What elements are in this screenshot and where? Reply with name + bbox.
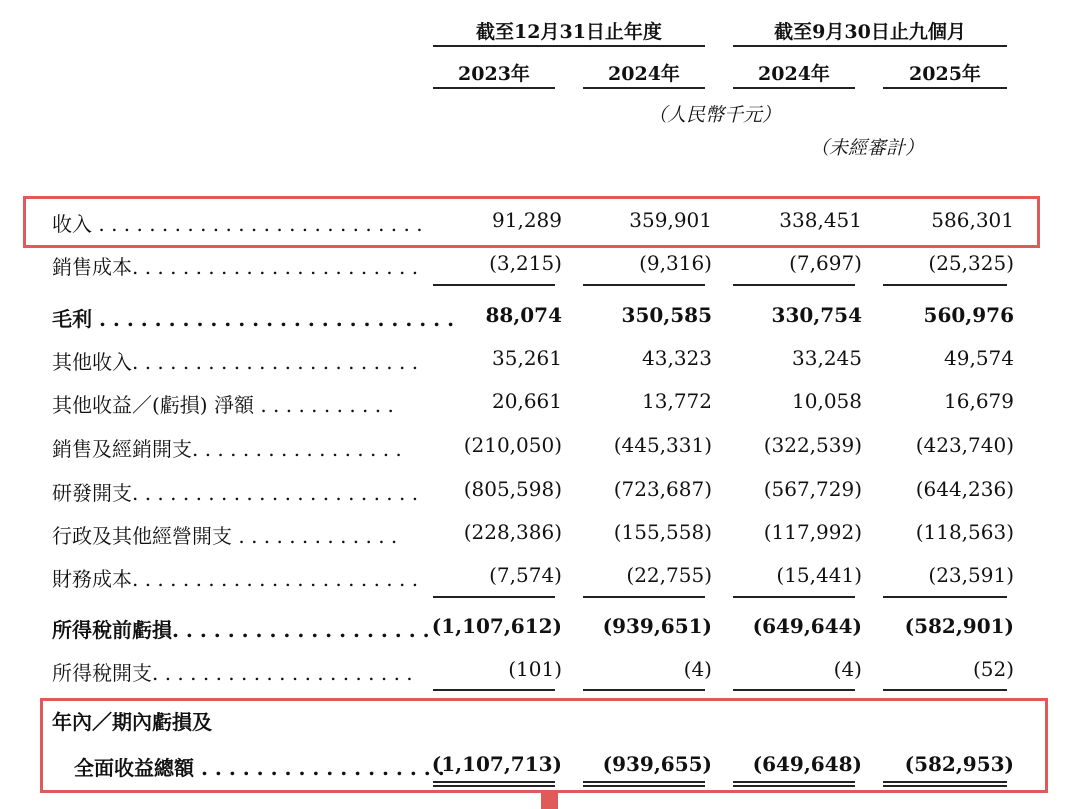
row-value: (423,740)	[915, 433, 1014, 457]
row-value: (23,591)	[928, 563, 1014, 587]
subtotal-underline	[433, 284, 555, 286]
row-value: 49,574	[944, 346, 1014, 370]
row-value: 43,323	[642, 346, 712, 370]
row-value: (644,236)	[915, 477, 1014, 501]
total-value-2023: (1,107,713)	[431, 752, 562, 776]
header-year-2024: 2024年	[608, 63, 680, 85]
row-value: 338,451	[779, 208, 862, 232]
row-value: (117,992)	[763, 520, 862, 544]
row-value: (9,316)	[639, 251, 712, 275]
row-label: 收入 . . . . . . . . . . . . . . . . . . . . . . . . . .	[52, 212, 423, 236]
header-year-2024-9m: 2024年	[758, 63, 830, 85]
row-value: (15,441)	[776, 563, 862, 587]
subtotal-underline	[583, 284, 705, 286]
total-label-line2: 全面收益總額 . . . . . . . . . . . . . . . . . .	[74, 756, 445, 780]
header-group-underline	[733, 45, 1007, 47]
row-value: (805,598)	[463, 477, 562, 501]
row-value: 330,754	[771, 303, 862, 327]
row-value: (567,729)	[763, 477, 862, 501]
subtotal-underline	[883, 284, 1007, 286]
row-value: 91,289	[492, 208, 562, 232]
header-year-underline	[883, 87, 1007, 89]
row-label: 銷售成本. . . . . . . . . . . . . . . . . . . . . . .	[52, 255, 419, 279]
row-value: (7,574)	[489, 563, 562, 587]
total-value-2024-9m: (649,648)	[752, 752, 862, 776]
row-value: (4)	[683, 657, 712, 681]
header-year-underline	[433, 87, 555, 89]
subtotal-underline	[883, 689, 1007, 691]
highlight-marker	[541, 790, 558, 809]
row-label: 所得稅前虧損. . . . . . . . . . . . . . . . . . .	[52, 618, 430, 642]
row-value: 13,772	[642, 389, 712, 413]
row-value: 359,901	[629, 208, 712, 232]
row-value: (1,107,612)	[431, 614, 562, 638]
row-value: 16,679	[944, 389, 1014, 413]
subtotal-underline	[733, 596, 855, 598]
row-value: 33,245	[792, 346, 862, 370]
row-label: 銷售及經銷開支. . . . . . . . . . . . . . . . .	[52, 437, 402, 461]
row-value: (649,644)	[752, 614, 862, 638]
subtotal-underline	[433, 689, 555, 691]
row-value: 20,661	[492, 389, 562, 413]
subtotal-underline	[433, 596, 555, 598]
row-value: (3,215)	[489, 251, 562, 275]
row-label: 行政及其他經營開支 . . . . . . . . . . . . .	[52, 524, 398, 548]
row-value: (228,386)	[463, 520, 562, 544]
row-label: 其他收入. . . . . . . . . . . . . . . . . . . . . . .	[52, 350, 419, 374]
row-value: (155,558)	[613, 520, 712, 544]
row-label: 毛利 . . . . . . . . . . . . . . . . . . . . . . . . . .	[52, 307, 455, 331]
row-value: 350,585	[621, 303, 712, 327]
row-value: (25,325)	[928, 251, 1014, 275]
subtotal-underline	[583, 596, 705, 598]
row-value: (101)	[508, 657, 562, 681]
header-year-underline	[583, 87, 705, 89]
row-label: 財務成本. . . . . . . . . . . . . . . . . . . . . . .	[52, 567, 419, 591]
subtotal-underline	[733, 284, 855, 286]
total-label-line1: 年內／期內虧損及	[52, 710, 212, 734]
row-value: (582,901)	[904, 614, 1014, 638]
total-value-2025-9m: (582,953)	[904, 752, 1014, 776]
highlight-box-revenue	[23, 196, 1040, 248]
row-label: 其他收益／(虧損) 淨額 . . . . . . . . . . .	[52, 393, 394, 417]
row-value: (445,331)	[613, 433, 712, 457]
header-year-2025-9m: 2025年	[909, 63, 981, 85]
total-value-2024: (939,655)	[602, 752, 712, 776]
row-value: (723,687)	[613, 477, 712, 501]
row-value: (22,755)	[626, 563, 712, 587]
row-value: (7,697)	[789, 251, 862, 275]
row-value: (4)	[833, 657, 862, 681]
row-value: 88,074	[485, 303, 562, 327]
header-group-nine-months: 截至9月30日止九個月	[774, 21, 966, 43]
header-year-underline	[733, 87, 855, 89]
row-value: 35,261	[492, 346, 562, 370]
subtotal-underline	[583, 689, 705, 691]
subtotal-underline	[883, 596, 1007, 598]
row-label: 研發開支. . . . . . . . . . . . . . . . . . . . . . .	[52, 481, 419, 505]
row-value: (322,539)	[763, 433, 862, 457]
highlight-box-total	[40, 698, 1048, 793]
row-value: (210,050)	[463, 433, 562, 457]
row-value: 10,058	[792, 389, 862, 413]
header-year-2023: 2023年	[458, 63, 530, 85]
row-label: 所得稅開支. . . . . . . . . . . . . . . . . . . . .	[52, 661, 413, 685]
unaudited-note: （未經審計）	[810, 137, 925, 159]
row-value: (939,651)	[602, 614, 712, 638]
header-group-underline	[433, 45, 705, 47]
row-value: 560,976	[923, 303, 1014, 327]
row-value: 586,301	[931, 208, 1014, 232]
row-value: (118,563)	[915, 520, 1014, 544]
row-value: (52)	[972, 657, 1014, 681]
subtotal-underline	[733, 689, 855, 691]
header-group-fiscal-year: 截至12月31日止年度	[476, 21, 662, 43]
currency-note: （人民幣千元）	[648, 104, 782, 126]
